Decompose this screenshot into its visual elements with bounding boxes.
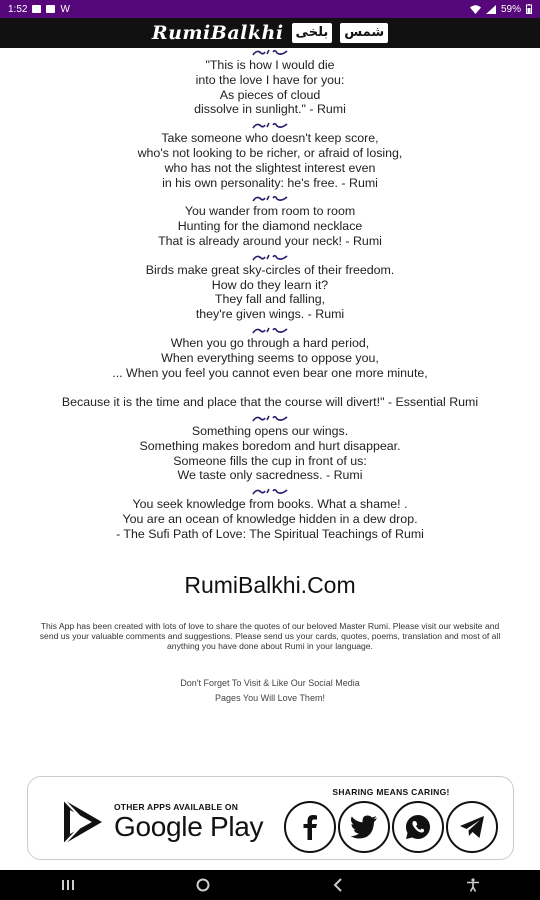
share-twitter-button[interactable] (338, 801, 390, 853)
about-text: This App has been created with lots of love to share the quotes of our beloved Master Rumi. Please visit our website and send us your valuable comments and suggestions. Please send us your cards, quotes, poems, translation and most of all anything you have done about Rumi in your language. (39, 620, 501, 652)
ornament-divider (252, 48, 288, 57)
quote-text: Birds make great sky-circles of their freedom. How do they learn it? They fall and falling, they're given wings. - Rumi (145, 262, 395, 322)
footer-card (27, 776, 514, 860)
wifi-icon (470, 5, 481, 14)
other-apps-label: OTHER APPS AVAILABLE ON (114, 802, 239, 812)
google-play-icon (60, 797, 106, 847)
telegram-icon (459, 815, 485, 839)
ornament-divider (252, 121, 288, 130)
social-media-note: Don't Forget To Visit & Like Our Social Media Pages You Will Love Them! (180, 677, 360, 703)
share-facebook-button[interactable] (284, 801, 336, 853)
google-play-label: Google Play (114, 811, 264, 842)
signal-icon (486, 5, 496, 14)
carrier-mark: W (60, 3, 70, 15)
back-icon (333, 878, 343, 892)
brand-logo-script: بلخی (292, 23, 333, 43)
ornament-divider (252, 253, 288, 262)
home-icon (196, 878, 210, 892)
ornament-divider (252, 414, 288, 423)
ornament-divider (252, 326, 288, 335)
system-nav-bar (0, 870, 540, 900)
facebook-icon (299, 814, 321, 840)
quotes-list (0, 48, 540, 706)
share-label: SHARING MEANS CARING! (332, 787, 450, 797)
youtube-notification-icon (46, 5, 55, 13)
ornament-divider (252, 194, 288, 203)
twitter-icon (350, 815, 378, 839)
recent-apps-button[interactable] (38, 870, 98, 900)
battery-icon (526, 4, 532, 14)
home-button[interactable] (173, 870, 233, 900)
battery-level: 59% (500, 3, 521, 15)
brand-logo-text: RumiBalkhi (151, 22, 284, 44)
app-header (0, 18, 540, 48)
whatsapp-icon (405, 814, 431, 840)
accessibility-icon (466, 878, 480, 892)
google-play-button[interactable] (60, 797, 263, 847)
ornament-divider (252, 487, 288, 496)
gallery-notification-icon (32, 5, 41, 13)
quote-text: "This is how I would die into the love I have for you: As pieces of cloud dissolve in sunlight." - Rumi (194, 58, 346, 117)
quote-text: When you go through a hard period, When everything seems to oppose you, ... When you feel you cannot even bear one more minute, Because it is the time and place that the course will divert!" - Essential Rumi (61, 335, 479, 410)
accessibility-button[interactable] (443, 870, 503, 900)
brand-logo-script-2: شمس (340, 23, 388, 43)
quote-text: Something opens our wings. Something makes boredom and hurt disappear. Someone fills the cup in front of us: We taste only sacredness. - Rumi (139, 423, 401, 483)
back-button[interactable] (308, 870, 368, 900)
recent-apps-icon (61, 879, 75, 891)
quote-text: You seek knowledge from books. What a shame! . You are an ocean of knowledge hidden in a dew drop. - The Sufi Path of Love: The Spiritual Teachings of Rumi (116, 497, 424, 541)
quote-text: You wander from room to room Hunting for the diamond necklace That is already around your neck! - Rumi (158, 204, 382, 248)
status-bar (0, 0, 540, 18)
website-link[interactable]: RumiBalkhi.Com (184, 571, 356, 598)
share-section (276, 787, 506, 853)
share-telegram-button[interactable] (446, 801, 498, 853)
status-time: 1:52 (8, 3, 28, 15)
share-whatsapp-button[interactable] (392, 801, 444, 853)
quote-text: Take someone who doesn't keep score, who's not looking to be richer, or afraid of losing, who has not the slightest interest even in his own personality: he's free. - Rumi (137, 131, 403, 190)
